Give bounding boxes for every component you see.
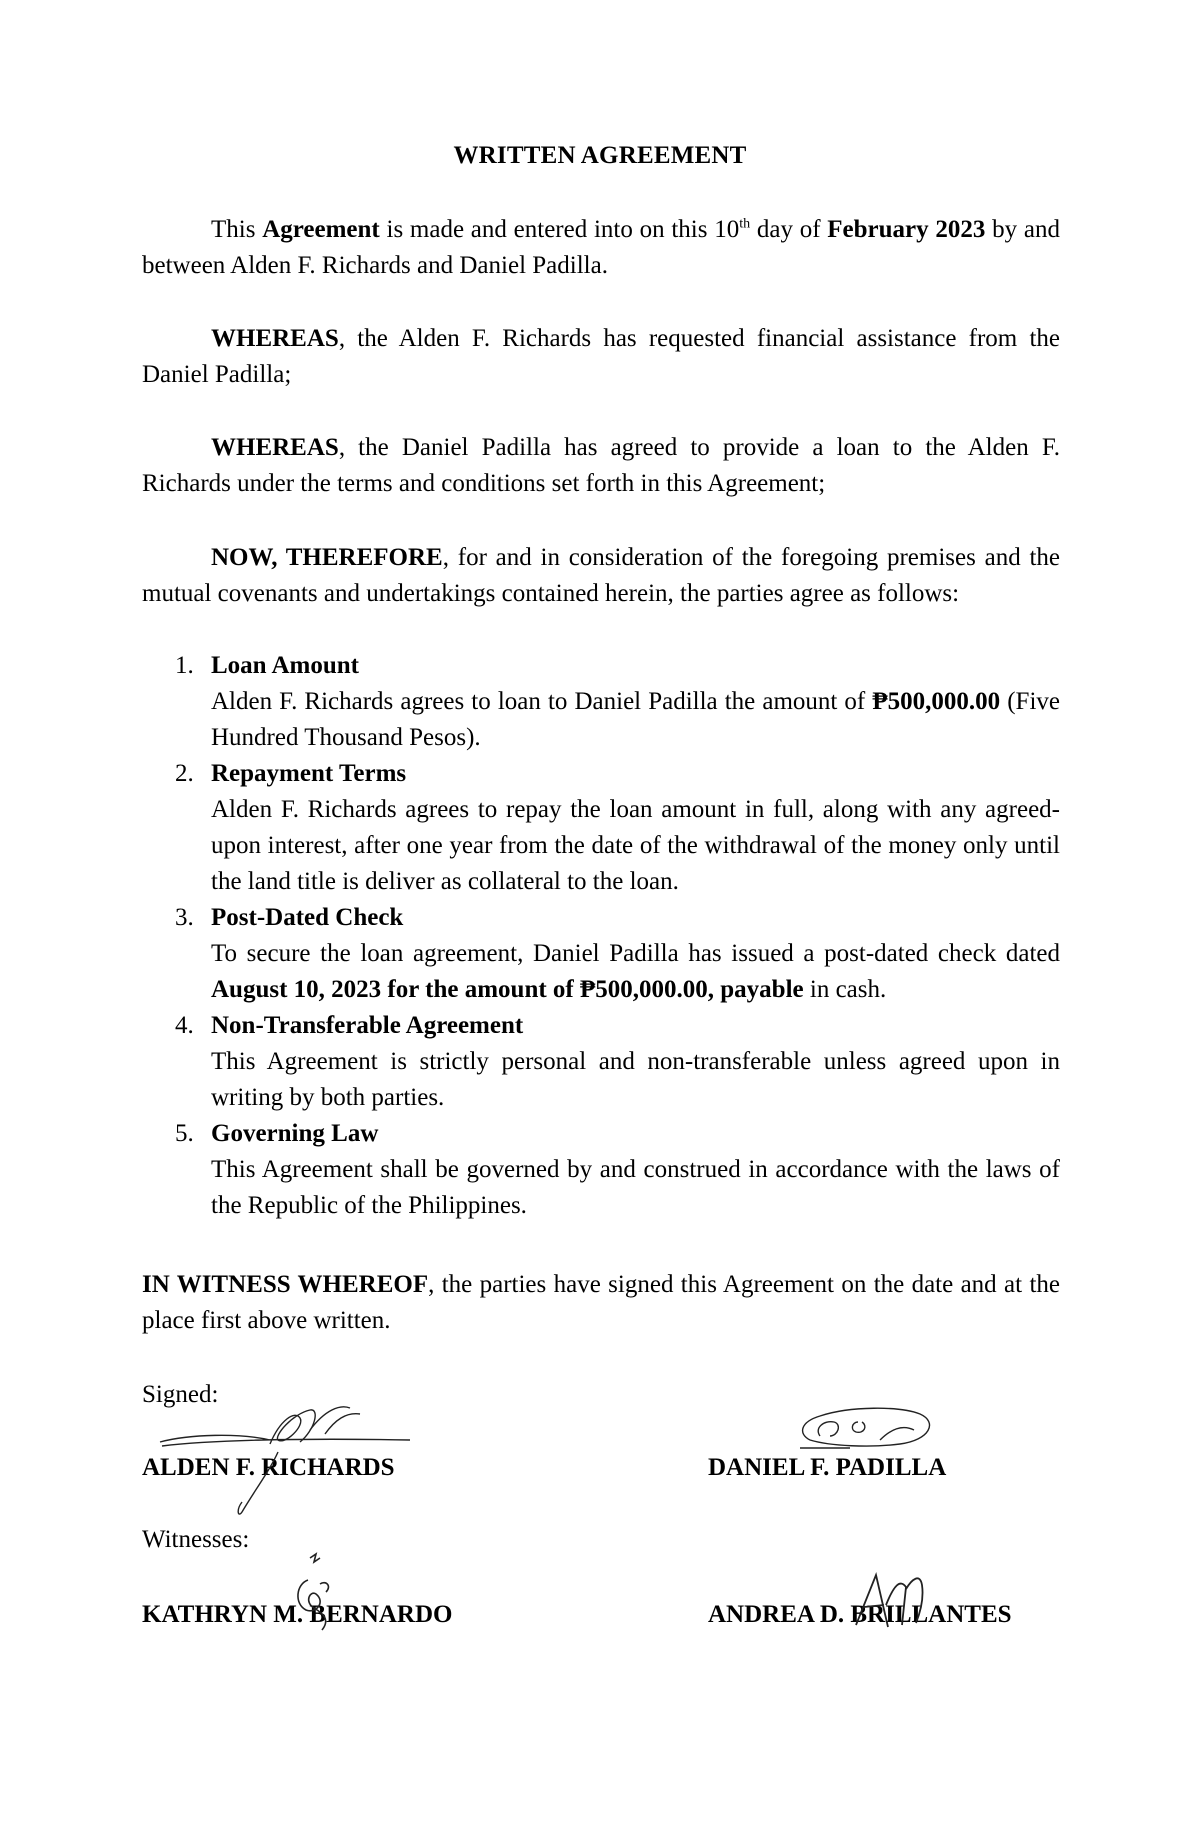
term-number: 3.: [175, 904, 194, 931]
intro-date: February 2023: [827, 216, 986, 243]
term-body: [211, 684, 1060, 756]
intro-text-2: is made and entered into on this 10: [379, 216, 740, 243]
intro-paragraph: [142, 212, 1060, 284]
whereas-2-lead: WHEREAS: [211, 434, 339, 461]
term-body: [211, 936, 1060, 1008]
signatory-left-name: ALDEN F. RICHARDS: [142, 1454, 395, 1481]
term-text: To secure the loan agreement, Daniel Padilla has issued a post-dated check dated: [211, 940, 1060, 967]
term-body: [211, 792, 1060, 900]
term-item: [142, 900, 1060, 1008]
intro-text-3: day of: [750, 216, 828, 243]
term-amount: ₱500,000.00: [872, 688, 1001, 715]
term-text: This Agreement shall be governed by and construed in accordance with the laws of the Republic of the Philippines.: [211, 1156, 1060, 1219]
signature-kathryn-bernardo: [286, 1550, 346, 1640]
witnesses-label: Witnesses:: [142, 1526, 250, 1553]
witness-left-name: KATHRYN M. BERNARDO: [142, 1601, 453, 1628]
term-check-details: August 10, 2023 for the amount of ₱500,000.00, payable: [211, 976, 804, 1003]
intro-agreement-term: Agreement: [262, 216, 380, 243]
term-heading: Loan Amount: [211, 652, 359, 679]
witness-clause-text: , the parties have signed this Agreement on the date and at the place first above written.: [142, 1271, 1060, 1334]
now-therefore-lead: NOW, THEREFORE: [211, 544, 443, 571]
term-body: [211, 1044, 1060, 1116]
signature-andrea-brillantes: [850, 1565, 940, 1645]
witness-clause: [142, 1267, 1060, 1339]
term-number: 2.: [175, 760, 194, 787]
term-text: Alden F. Richards agrees to repay the loan amount in full, along with any agreed-upon interest, after one year from the date of the withdrawal of the money only until the land title is deliver as collateral to the loan.: [211, 796, 1060, 895]
now-therefore-text: , for and in consideration of the foregoing premises and the mutual covenants and undertakings contained herein, the parties agree as follows:: [142, 544, 1060, 607]
term-item: [142, 1008, 1060, 1116]
intro-text-4: by and between Alden F. Richards and Daniel Padilla.: [142, 216, 1060, 279]
signed-label: Signed:: [142, 1381, 219, 1408]
terms-list: [142, 648, 1060, 1224]
document-title: WRITTEN AGREEMENT: [453, 142, 747, 169]
term-text: This Agreement is strictly personal and non-transferable unless agreed upon in writing by both parties.: [211, 1048, 1060, 1111]
whereas-paragraph-2: [142, 430, 1060, 502]
term-item: [142, 648, 1060, 756]
term-text-end: in cash.: [803, 976, 887, 1003]
term-number: 4.: [175, 1012, 194, 1039]
intro-ordinal-suffix: th: [739, 216, 751, 232]
whereas-paragraph-1: [142, 321, 1060, 393]
term-body: [211, 1152, 1060, 1224]
now-therefore-paragraph: [142, 540, 1060, 612]
signature-daniel-padilla: [790, 1400, 950, 1460]
term-heading: Repayment Terms: [211, 760, 407, 787]
signature-alden-richards: [150, 1400, 430, 1520]
intro-text-1: This: [211, 216, 263, 243]
term-item: [142, 756, 1060, 900]
whereas-1-lead: WHEREAS: [211, 325, 339, 352]
term-number: 1.: [175, 652, 194, 679]
term-heading: Governing Law: [211, 1120, 379, 1147]
term-item: [142, 1116, 1060, 1224]
witness-clause-lead: IN WITNESS WHEREOF: [142, 1271, 429, 1298]
term-number: 5.: [175, 1120, 194, 1147]
whereas-1-text: , the Alden F. Richards has requested financial assistance from the Daniel Padilla;: [142, 325, 1060, 388]
whereas-2-text: , the Daniel Padilla has agreed to provide a loan to the Alden F. Richards under the terms and conditions set forth in this Agreement;: [142, 434, 1060, 497]
signatory-right-name: DANIEL F. PADILLA: [708, 1454, 947, 1481]
term-heading: Non-Transferable Agreement: [211, 1012, 524, 1039]
term-text-end: (Five Hundred Thousand Pesos).: [211, 688, 1060, 751]
witness-right-name: ANDREA D. BRILLANTES: [708, 1601, 1012, 1628]
term-heading: Post-Dated Check: [211, 904, 404, 931]
term-text: Alden F. Richards agrees to loan to Daniel Padilla the amount of: [211, 688, 873, 715]
